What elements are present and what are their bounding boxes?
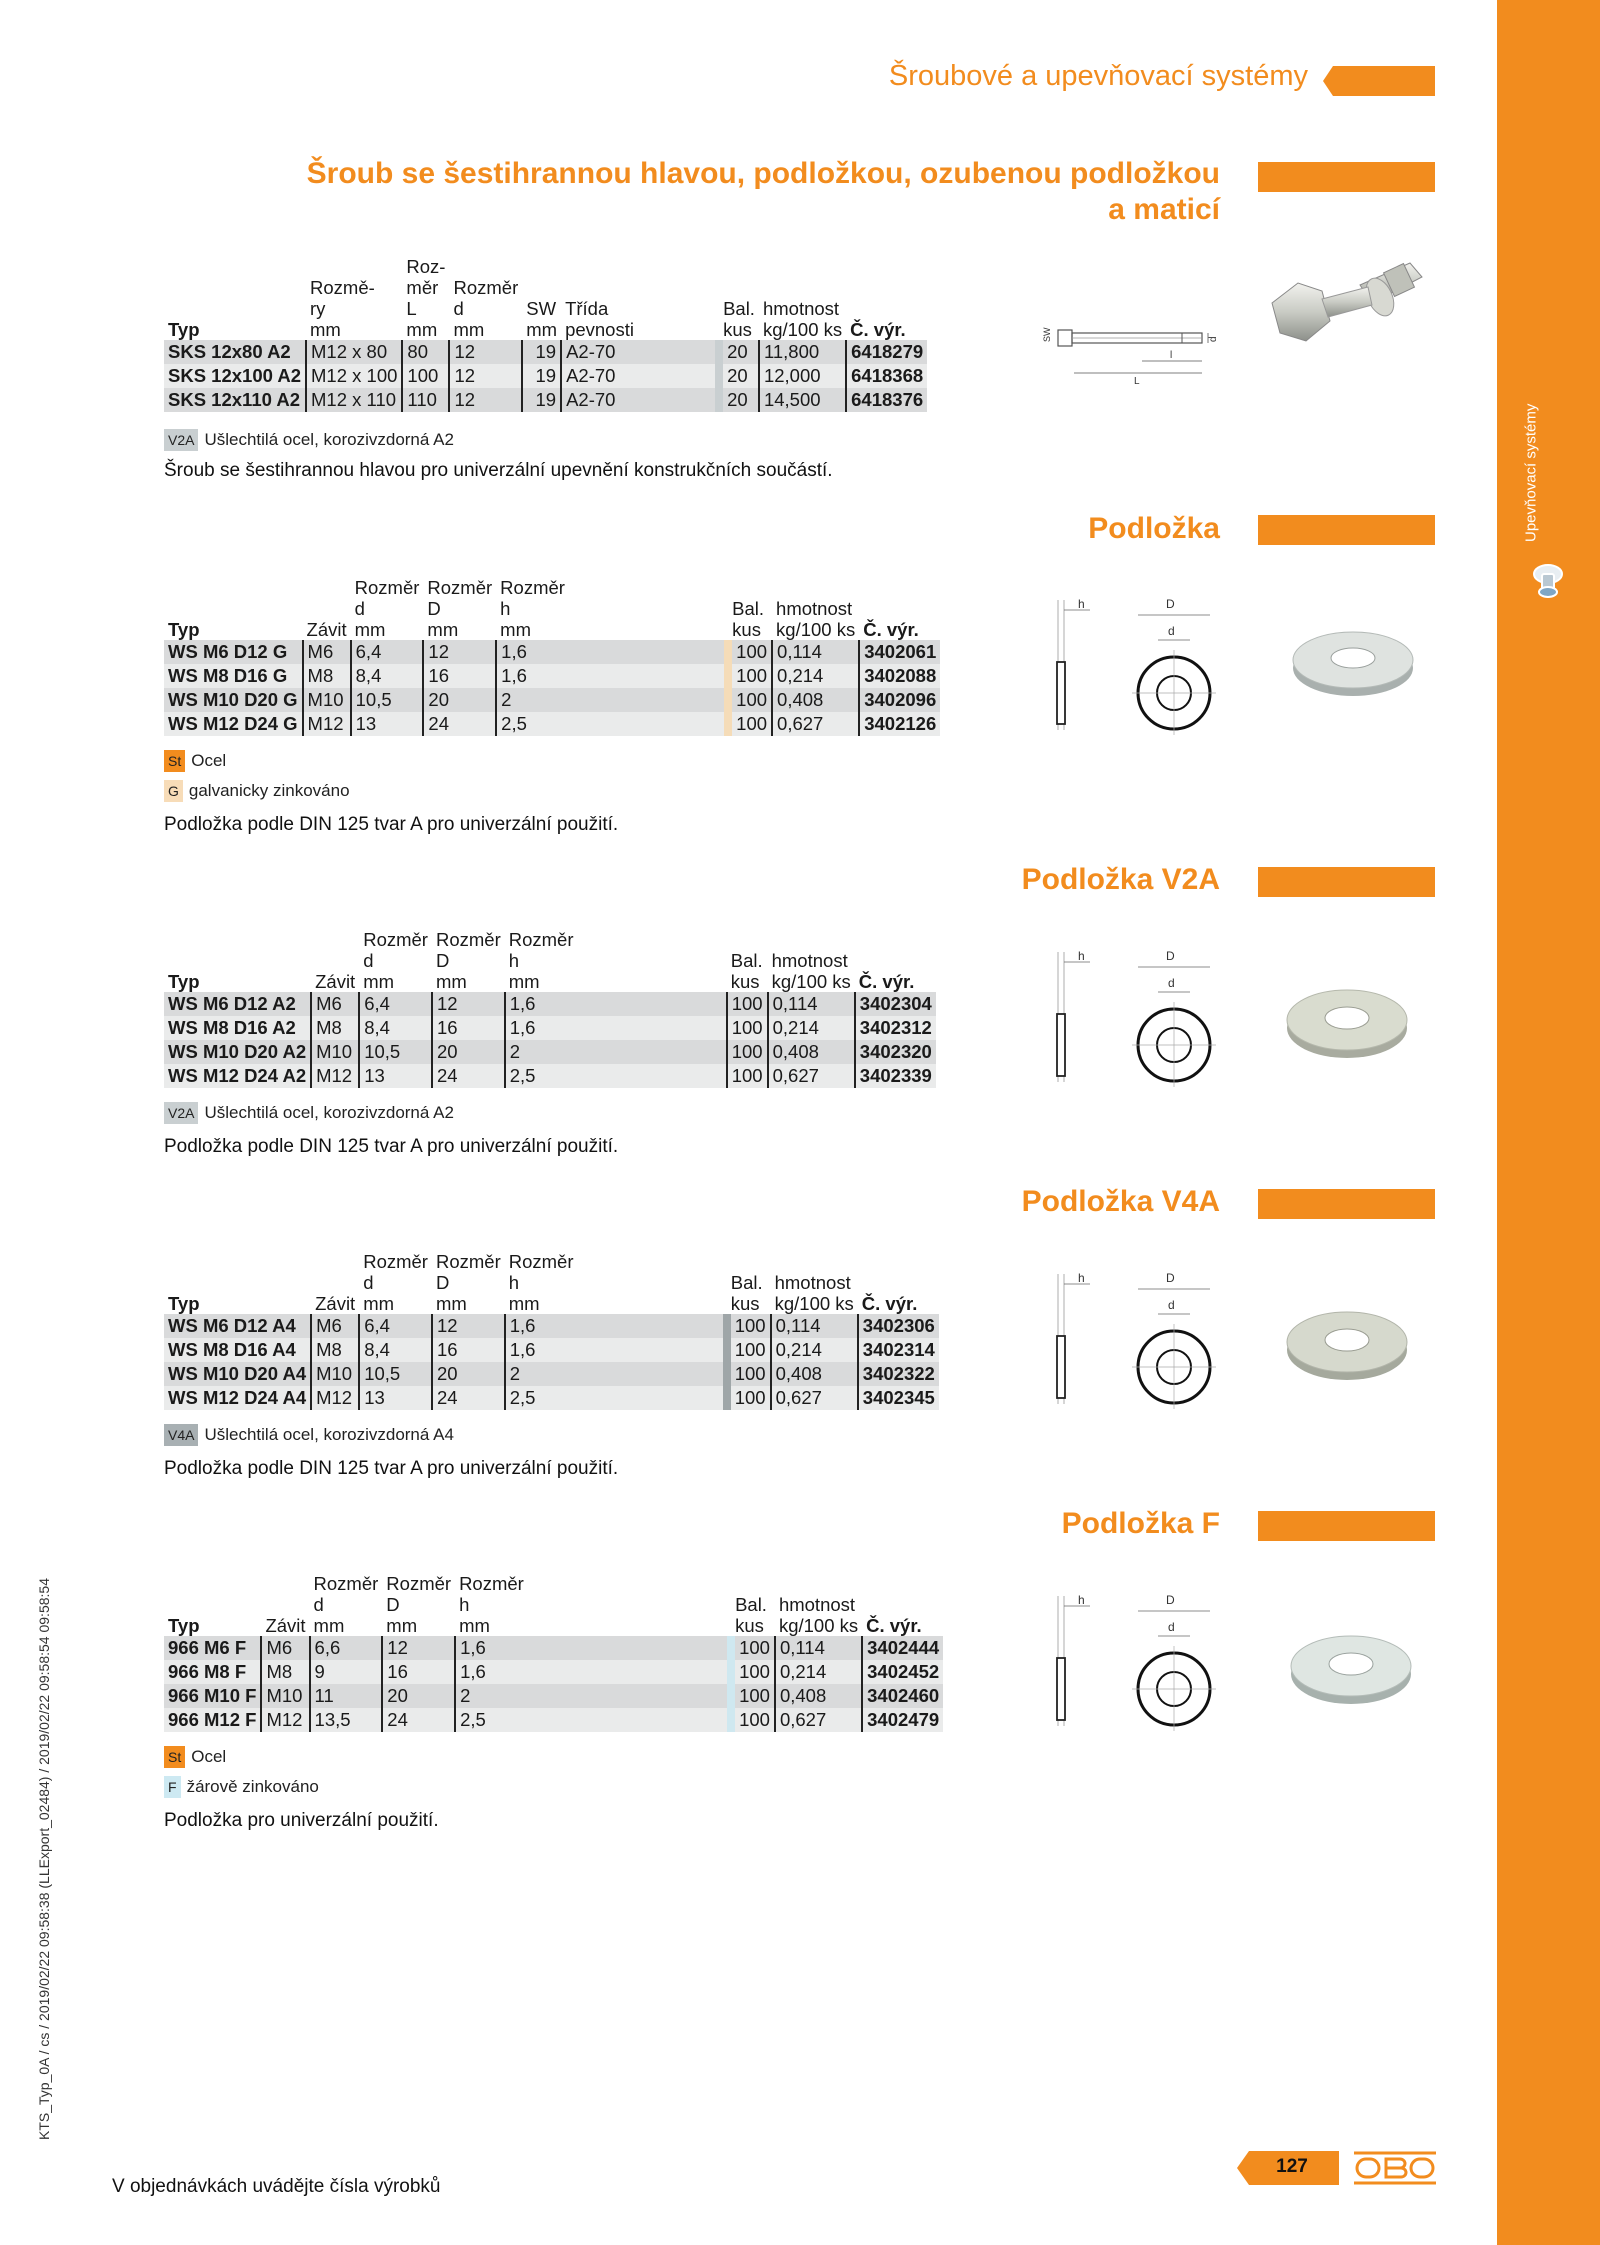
col-header: Č. výr. — [863, 619, 919, 640]
col-header: Rozměr D mm — [435, 1251, 501, 1314]
section-title: Podložka — [1088, 512, 1220, 545]
bolt-drawing — [1030, 300, 1220, 390]
material-tag: St — [164, 1746, 185, 1768]
legend-item — [164, 1102, 454, 1124]
legend-text: žárově zinkováno — [186, 1777, 319, 1796]
material-tag: V4A — [164, 1424, 198, 1446]
legend-item — [164, 750, 226, 772]
section-title: Podložka F — [1061, 1507, 1220, 1540]
washer-drawing — [1030, 1586, 1230, 1736]
col-header: Rozměr d mm — [453, 277, 519, 340]
legend-item — [164, 780, 350, 802]
header-tab — [1323, 66, 1435, 96]
table-row: 966 M12 F M12 13,5 24 2,5 100 0,627 3402479 — [164, 1708, 943, 1732]
drawing-label: D — [1166, 1593, 1175, 1607]
col-header: hmotnost kg/100 ks — [778, 1594, 859, 1636]
table-row: WS M12 D24 G M12 13 24 2,5 100 0,627 3402126 — [164, 712, 940, 736]
table-row: WS M6 D12 G M6 6,4 12 1,6 100 0,114 3402061 — [164, 640, 940, 664]
col-header: Č. výr. — [858, 971, 915, 992]
col-header: Bal. kus — [735, 1594, 767, 1636]
legend-text: Ocel — [191, 751, 227, 770]
legend-item — [164, 1424, 454, 1446]
drawing-label: h — [1078, 597, 1085, 611]
table-row: WS M12 D24 A2 M12 13 24 2,5 100 0,627 3402339 — [164, 1064, 936, 1088]
col-header: Typ — [168, 1615, 200, 1636]
section-bar — [1258, 1511, 1435, 1541]
table-row: 966 M10 F M10 11 20 2 100 0,408 3402460 — [164, 1684, 943, 1708]
table-row: 966 M6 F M6 6,6 12 1,6 100 0,114 3402444 — [164, 1636, 943, 1660]
col-header: Rozmě- ry mm — [310, 277, 375, 340]
drawing-label: h — [1078, 1593, 1085, 1607]
col-header: Závit — [315, 971, 356, 992]
material-tag: V2A — [164, 1102, 198, 1124]
drawing-label: d — [1168, 1298, 1175, 1312]
drawing-label: d — [1168, 976, 1175, 990]
material-tag: F — [164, 1776, 181, 1798]
legend-text: Ocel — [191, 1747, 227, 1766]
product-table-podlozka-v4a — [164, 1251, 939, 1410]
section-bar — [1258, 867, 1435, 897]
drawing-label: l — [1170, 350, 1173, 361]
col-header: Č. výr. — [861, 1293, 918, 1314]
legend-text: Ušlechtilá ocel, korozivzdorná A2 — [204, 430, 454, 449]
section-description: Šroub se šestihrannou hlavou pro univerzální upevnění konstrukčních součástí. — [164, 460, 833, 481]
material-tag: V2A — [164, 429, 198, 451]
product-table-podlozka — [164, 577, 940, 736]
footer-note: V objednávkách uvádějte čísla výrobků — [112, 2176, 441, 2197]
col-header: Typ — [168, 971, 200, 992]
material-tag: St — [164, 750, 185, 772]
table-row: SKS 12x80 A2 M12 x 80 80 12 19 A2-70 20 11,800 6418279 — [164, 340, 927, 364]
section-description: Podložka podle DIN 125 tvar A pro univerzální použití. — [164, 1458, 619, 1479]
table-row: WS M6 D12 A2 M6 6,4 12 1,6 100 0,114 3402304 — [164, 992, 936, 1016]
drawing-label: d — [1168, 1620, 1175, 1634]
legend-text: galvanicky zinkováno — [188, 781, 350, 800]
col-header: hmotnost kg/100 ks — [762, 298, 843, 340]
col-header: Bal. kus — [723, 298, 755, 340]
col-header: Rozměr h mm — [508, 1251, 574, 1314]
section-description: Podložka podle DIN 125 tvar A pro univerzální použití. — [164, 1136, 619, 1157]
drawing-label: h — [1078, 1271, 1085, 1285]
side-band — [1497, 0, 1600, 2245]
col-header: Roz- měr L mm — [406, 256, 446, 340]
col-header: Rozměr d mm — [354, 577, 420, 640]
washer-drawing — [1030, 942, 1230, 1092]
col-header: Závit — [315, 1293, 356, 1314]
col-header: Třída pevnosti — [565, 298, 634, 340]
col-header: hmotnost kg/100 ks — [774, 1272, 854, 1314]
table-row: 966 M8 F M8 9 16 1,6 100 0,214 3402452 — [164, 1660, 943, 1684]
obo-logo — [1354, 2151, 1436, 2185]
col-header: Rozměr D mm — [435, 929, 501, 992]
product-table-podlozka-f — [164, 1573, 943, 1732]
washer-photo — [1286, 1618, 1416, 1718]
section-description: Podložka podle DIN 125 tvar A pro univerzální použití. — [164, 814, 619, 835]
product-table-podlozka-v2a — [164, 929, 936, 1088]
drawing-label: D — [1166, 1271, 1175, 1285]
table-row: WS M10 D20 A4 M10 10,5 20 2 100 0,408 3402322 — [164, 1362, 939, 1386]
legend-item — [164, 1746, 226, 1768]
screw-icon — [1528, 560, 1566, 600]
col-header: Typ — [168, 619, 200, 640]
col-header: Rozměr h mm — [459, 1573, 524, 1636]
table-row: WS M6 D12 A4 M6 6,4 12 1,6 100 0,114 3402306 — [164, 1314, 939, 1338]
table-row: SKS 12x110 A2 M12 x 110 110 12 19 A2-70 20 14,500 6418376 — [164, 388, 927, 412]
legend-text: Ušlechtilá ocel, korozivzdorná A4 — [204, 1425, 454, 1444]
section-bar — [1258, 1189, 1435, 1219]
print-meta: KTS_Typ_0A / cs / 2019/02/22 09:58:38 (LLExport_02484) / 2019/02/22 09:58:54 09:58:54 — [36, 1578, 52, 2140]
drawing-label: L — [1134, 376, 1140, 387]
col-header: hmotnost kg/100 ks — [771, 950, 851, 992]
section-title — [307, 156, 1220, 228]
col-header: Rozměr D mm — [427, 577, 493, 640]
washer-photo — [1288, 612, 1418, 712]
col-header: Rozměr d mm — [363, 1251, 428, 1314]
col-header: Závit — [306, 619, 347, 640]
table-row: WS M10 D20 A2 M10 10,5 20 2 100 0,408 3402320 — [164, 1040, 936, 1064]
side-label: Upevňovací systémy — [1522, 403, 1540, 542]
drawing-label: d — [1168, 624, 1175, 638]
washer-drawing — [1030, 590, 1230, 740]
drawing-label: SW — [1042, 327, 1052, 342]
drawing-label: D — [1166, 949, 1175, 963]
section-title: Podložka V4A — [1021, 1185, 1220, 1218]
washer-drawing — [1030, 1264, 1230, 1414]
washer-photo — [1282, 972, 1412, 1072]
col-header: Rozměr h mm — [500, 577, 565, 640]
section-description: Podložka pro univerzální použití. — [164, 1810, 439, 1831]
product-table-sks — [164, 256, 927, 412]
drawing-label: d — [1208, 336, 1219, 342]
material-tag: G — [164, 780, 183, 802]
bolt-photo — [1260, 255, 1430, 375]
col-header: Bal. kus — [730, 950, 763, 992]
section-title-line1: Šroub se šestihrannou hlavou, podložkou, ozubenou podložkou — [306, 157, 1220, 190]
col-header: Typ — [168, 1293, 200, 1314]
col-header: Rozměr d mm — [363, 929, 428, 992]
col-header: Typ — [168, 319, 200, 340]
section-title-line2: a maticí — [1108, 193, 1220, 226]
col-header: Rozměr d mm — [313, 1573, 379, 1636]
section-bar — [1258, 515, 1435, 545]
col-header: Č. výr. — [866, 1615, 922, 1636]
col-header: Bal. kus — [732, 598, 765, 640]
header-title: Šroubové a upevňovací systémy — [888, 60, 1308, 92]
legend-text: Ušlechtilá ocel, korozivzdorná A2 — [204, 1103, 454, 1122]
table-row: SKS 12x100 A2 M12 x 100 100 12 19 A2-70 20 12,000 6418368 — [164, 364, 927, 388]
table-row: WS M8 D16 A2 M8 8,4 16 1,6 100 0,214 3402312 — [164, 1016, 936, 1040]
section-bar — [1258, 162, 1435, 192]
col-header: Rozměr h mm — [508, 929, 574, 992]
legend-item — [164, 429, 454, 451]
table-row: WS M8 D16 A4 M8 8,4 16 1,6 100 0,214 3402314 — [164, 1338, 939, 1362]
table-row: WS M10 D20 G M10 10,5 20 2 100 0,408 3402096 — [164, 688, 940, 712]
col-header: Závit — [265, 1615, 306, 1636]
drawing-label: D — [1166, 597, 1175, 611]
col-header: Bal. kus — [730, 1272, 763, 1314]
col-header: Rozměr D mm — [386, 1573, 452, 1636]
col-header: Č. výr. — [850, 319, 906, 340]
page-number: 127 — [1276, 2156, 1308, 2177]
col-header: hmotnost kg/100 ks — [776, 598, 856, 640]
washer-photo — [1282, 1294, 1412, 1394]
legend-item — [164, 1776, 319, 1798]
table-row: WS M12 D24 A4 M12 13 24 2,5 100 0,627 3402345 — [164, 1386, 939, 1410]
col-header: SW mm — [526, 298, 558, 340]
drawing-label: h — [1078, 949, 1085, 963]
table-row: WS M8 D16 G M8 8,4 16 1,6 100 0,214 3402088 — [164, 664, 940, 688]
section-title: Podložka V2A — [1021, 863, 1220, 896]
